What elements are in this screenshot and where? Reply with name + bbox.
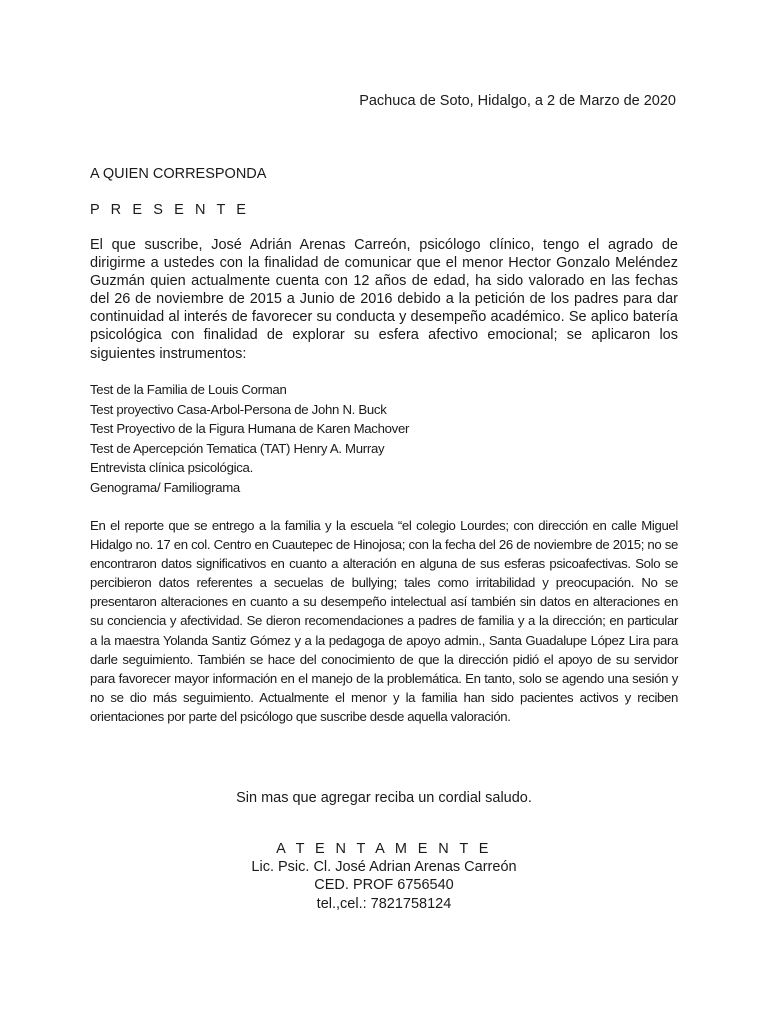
- instrument-item: Genograma/ Familiograma: [90, 479, 240, 495]
- intro-paragraph: El que suscribe, José Adrián Arenas Carreón, psicólogo clínico, tengo el agrado de dirigirme a ustedes con la finalidad de comunicar que el menor Hector Gonzalo Meléndez Guzmán quien actualmente cuenta con 12 años de edad, ha sido valorado en las fechas del 26 de noviembre de 2015 a Junio de 2016 debido a la petición de los padres para dar continuidad al interés de favorecer su conducta y desempeño académico. Se aplico batería psicológica con finalidad de explorar su esfera afectivo emocional; se aplicaron los siguientes instrumentos:: [90, 237, 678, 362]
- closing-line: Sin mas que agregar reciba un cordial saludo.: [236, 790, 532, 806]
- report-paragraph: En el reporte que se entrego a la familia y la escuela “el colegio Lourdes; con dirección en calle Miguel Hidalgo no. 17 en col. Centro en Cuautepec de Hinojosa; con la fecha del 26 de noviembre de 2015; no se encontraron datos significativos en cuanto a alteración en alguna de sus esferas psicoafectivas. Solo se percibieron datos referentes a secuelas de bullying; tales como irritabilidad y preocupación. No se presentaron alteraciones en cuanto a su desempeño intelectual así también sin datos en alteraciones en su conciencia y afectividad. Se dieron recomendaciones a padres de familia y a la dirección; en particular a la maestra Yolanda Santiz Gómez y a la pedagoga de apoyo admin., Santa Guadalupe López Lira para darle seguimiento. También se hace del conocimiento de que la dirección pidió el apoyo de su servidor para favorecer mayor información en el manejo de la problemática. En tanto, solo se agendo una sesión y no se dio más seguimiento. Actualmente el menor y la familia han sido pacientes activos y reciben orientaciones por parte del psicólogo que suscribe desde aquella valoración.: [90, 518, 678, 724]
- instruments-list: [90, 380, 409, 498]
- salutation: A QUIEN CORRESPONDA: [90, 166, 267, 182]
- professional-license: CED. PROF 6756540: [314, 877, 454, 894]
- phone-number: tel.,cel.: 7821758124: [316, 895, 452, 912]
- instrument-item: Test Proyectivo de la Figura Humana de Karen Machover: [90, 421, 410, 437]
- instrument-item: Test proyectivo Casa-Arbol-Persona de John N. Buck: [90, 401, 387, 417]
- signer-name: Lic. Psic. Cl. José Adrian Arenas Carreón: [251, 859, 517, 876]
- instrument-item: Test de Apercepción Tematica (TAT) Henry A. Murray: [90, 440, 385, 456]
- place-date: Pachuca de Soto, Hidalgo, a 2 de Marzo de 2020: [359, 93, 676, 109]
- atentamente-heading: A T E N T A M E N T E: [276, 841, 492, 857]
- signature-block: [0, 840, 768, 913]
- presente-heading: P R E S E N T E: [90, 202, 250, 218]
- instrument-item: Entrevista clínica psicológica.: [90, 460, 253, 476]
- instrument-item: Test de la Familia de Louis Corman: [90, 382, 287, 397]
